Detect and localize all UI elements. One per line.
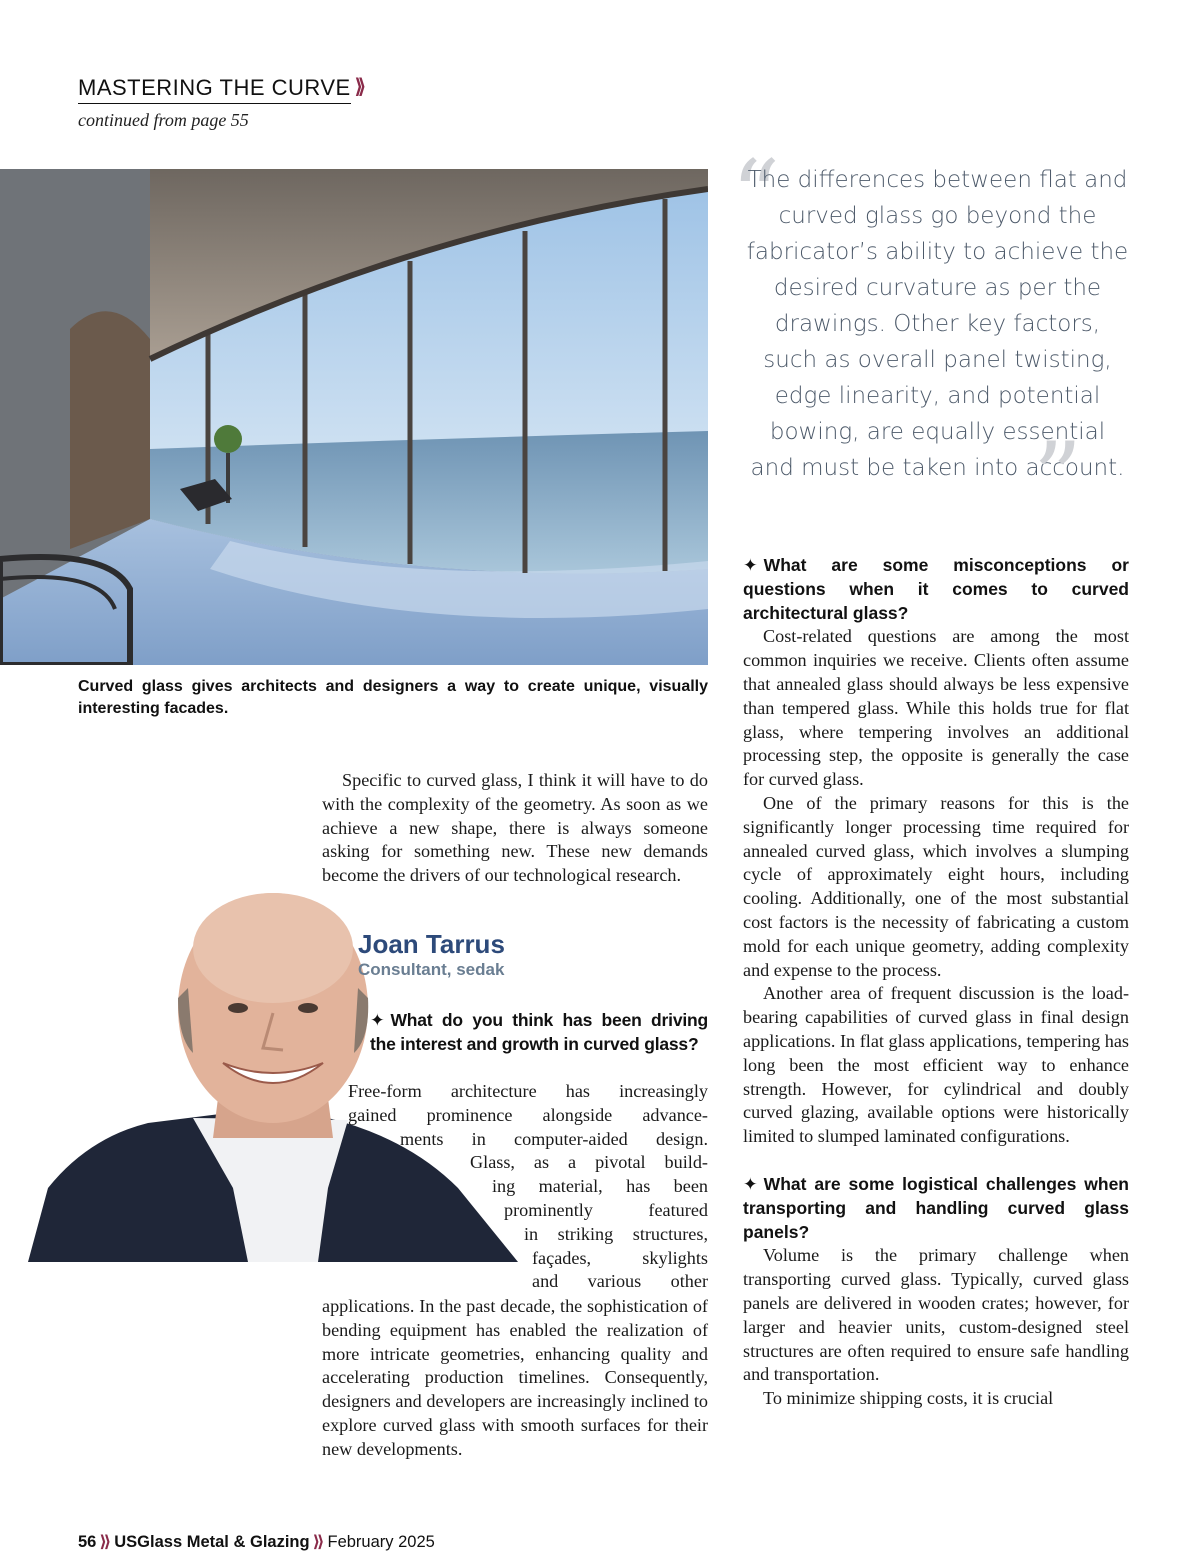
answer-2-paragraph: One of the primary reasons for this is the significantly longer processing time required for annealed curved glass, which involves a slumping cycle of approximately eight hours, including cooling. Additionally, one of the most substantial cost factors is the necessity of fabricating a custom mold for each unique geometry, adding complexity and expense to the process. bbox=[743, 792, 1129, 980]
answer-2-paragraph: Cost-related questions are among the most common inquiries we receive. Clients often assume that annealed glass should always be less expensive than tempered glass. While this holds true for flat glass, where tempering involves an additional processing step, the opposite is generally the case for curved glass. bbox=[743, 626, 1129, 790]
page-number: 56 bbox=[78, 1533, 97, 1551]
answer-line: prominently featured bbox=[504, 1199, 708, 1220]
question-1 bbox=[370, 1009, 708, 1057]
interviewee-block bbox=[358, 928, 505, 980]
question-3-text: What are some logistical challenges when transporting and handling curved glass panels? bbox=[743, 1173, 1129, 1242]
answer-1-wrapped-lines bbox=[322, 1080, 708, 1294]
page-footer bbox=[78, 1532, 435, 1552]
open-quote-icon: “ bbox=[731, 140, 781, 252]
answer-line: Free-form architecture has increasingly bbox=[348, 1081, 708, 1101]
interviewee-name: Joan Tarrus bbox=[358, 929, 505, 959]
continued-note: continued from page 55 bbox=[78, 110, 249, 130]
answer-2-paragraph: Another area of frequent discussion is the load-bearing capabilities of curved glass in final design applications. In flat glass applications, tempering has long been the most efficient way to enhance strength. However, for cylindrical and doubly curved glazing, available options were historically limited to slumped laminated configurations. bbox=[743, 983, 1129, 1147]
chevron-icon: ⟫ bbox=[99, 1533, 112, 1551]
question-1-text: What do you think has been driving the interest and growth in curved glass? bbox=[370, 1010, 708, 1054]
star-bullet-icon: ✦ bbox=[743, 555, 758, 575]
question-2-text: What are some misconceptions or questions when it comes to curved architectural glass? bbox=[743, 555, 1129, 623]
curved-glass-photo bbox=[0, 169, 708, 665]
right-column bbox=[743, 554, 1129, 1411]
intro-paragraph-block bbox=[322, 769, 708, 888]
star-bullet-icon: ✦ bbox=[743, 1173, 758, 1194]
pull-quote-text: The differences between flat and curved glass go beyond the fabricator’s ability to achieve the desired curvature as per the drawings. Other key factors, such as overall panel twisting, edge linearity, and potential bowing, are equally essential and must be taken into account. bbox=[746, 167, 1129, 481]
close-quote-icon: ” bbox=[1033, 422, 1083, 534]
answer-line: ing material, has been bbox=[492, 1176, 708, 1197]
answer-line: gained prominence alongside advance- bbox=[348, 1104, 708, 1125]
interviewee-title: Consultant, sedak bbox=[358, 960, 505, 979]
chevron-icon: ⟫ bbox=[312, 1533, 325, 1551]
answer-3-paragraph: To minimize shipping costs, it is crucial bbox=[763, 1388, 1054, 1409]
answer-line: façades, skylights bbox=[532, 1247, 708, 1268]
pull-quote bbox=[731, 140, 1130, 534]
answer-3-paragraph: Volume is the primary challenge when transporting curved glass. Typically, curved glass panels are delivered in wooden crates; however, for larger and heavier units, custom-designed steel structures are often required to ensure safe handling and transportation. bbox=[743, 1245, 1129, 1385]
issue-date: February 2025 bbox=[327, 1533, 435, 1551]
answer-line: Glass, as a pivotal build- bbox=[470, 1152, 708, 1173]
section-title: MASTERING THE CURVE bbox=[78, 75, 351, 104]
answer-line: and various other bbox=[532, 1271, 708, 1292]
answer-line: in striking structures, bbox=[524, 1223, 708, 1244]
magazine-name: USGlass Metal & Glazing bbox=[114, 1533, 310, 1551]
answer-1-rest: applications. In the past decade, the sophistication of bending equipment has enabled the realization of more intricate geometries, enhancing quality and accelerating production timelines. Consequently, designers and developers are increasingly inclined to explore curved glass with smooth surfaces for their new developments. bbox=[322, 1296, 708, 1459]
section-header bbox=[78, 74, 398, 131]
photo-caption: Curved glass gives architects and designers a way to create unique, visually interesting facades. bbox=[78, 678, 708, 717]
intro-paragraph: Specific to curved glass, I think it will have to do with the complexity of the geometry. As soon as we achieve a new shape, there is always someone asking for something new. These new demands become the drivers of our technological research. bbox=[322, 770, 708, 886]
answer-1-continued bbox=[322, 1295, 708, 1462]
star-bullet-icon: ✦ bbox=[370, 1010, 385, 1030]
chevron-icon: ⟫ bbox=[354, 76, 366, 98]
answer-line: ments in computer-aided design. bbox=[400, 1128, 708, 1149]
